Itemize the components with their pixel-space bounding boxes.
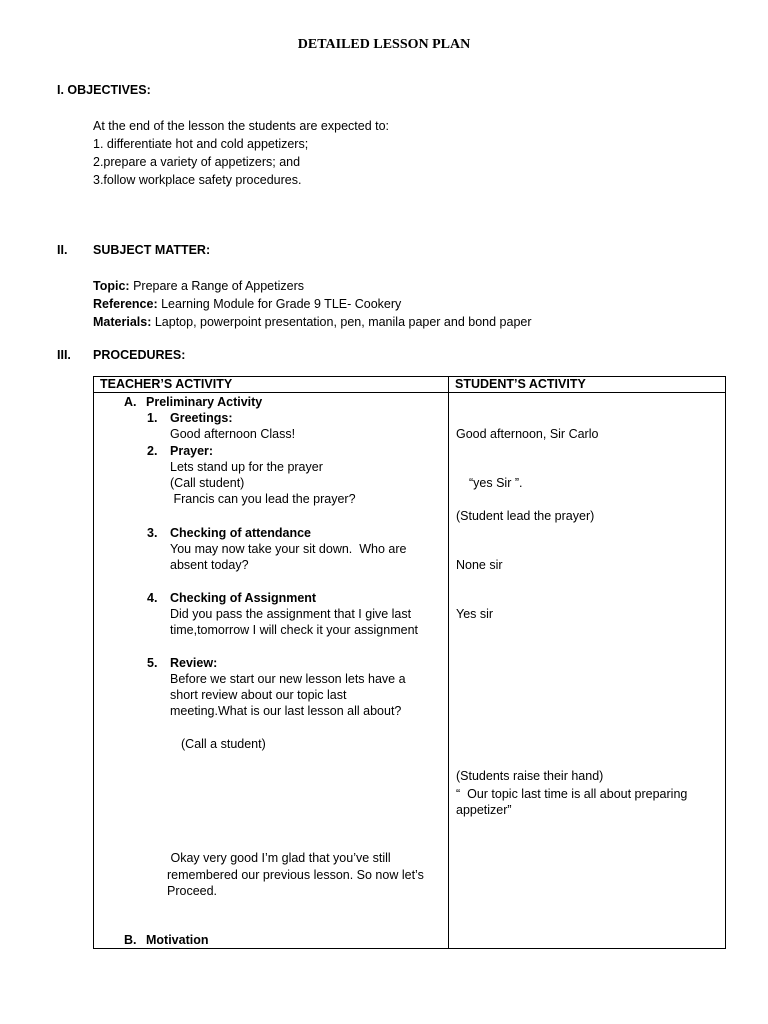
section-b-label: Motivation [146, 933, 209, 947]
table-header-row [94, 377, 726, 393]
section-b-letter: B. [124, 933, 137, 947]
prayer-line: (Call student) [170, 476, 245, 490]
student-yes-sir: “yes Sir ”. [469, 476, 523, 490]
objective-item: 1. differentiate hot and cold appetizers; [93, 137, 309, 151]
closing-line: Okay very good I’m glad that you’ve still [167, 851, 391, 865]
attendance-line: absent today? [170, 558, 249, 572]
review-number: 5. [147, 656, 158, 670]
subject-matter-block [93, 277, 532, 331]
review-heading: Review: [170, 656, 218, 670]
attendance-line: You may now take your sit down. Who are [170, 542, 407, 556]
table-body-row [94, 393, 726, 949]
prayer-heading: Prayer: [170, 444, 214, 458]
greetings-number: 1. [147, 411, 158, 425]
call-student-text: (Call a student) [181, 737, 266, 751]
student-raise-hand: (Students raise their hand) [456, 769, 604, 783]
student-greeting: Good afternoon, Sir Carlo [456, 427, 599, 441]
objective-item: 3.follow workplace safety procedures. [93, 173, 302, 187]
review-line: Before we start our new lesson lets have a [170, 672, 406, 686]
attendance-heading: Checking of attendance [170, 526, 311, 540]
greetings-heading: Greetings: [170, 411, 233, 425]
materials-value: Laptop, powerpoint presentation, pen, manila paper and bond paper [154, 315, 532, 329]
reference-label: Reference: [93, 297, 158, 311]
section-a-letter: A. [124, 395, 137, 409]
assignment-line: Did you pass the assignment that I give last [170, 607, 412, 621]
greetings-text: Good afternoon Class! [170, 427, 296, 441]
procedures-table [93, 376, 726, 949]
teacher-activity-header: TEACHER’S ACTIVITY [94, 377, 449, 393]
section-a-label: Preliminary Activity [146, 395, 263, 409]
procedures-heading: PROCEDURES: [93, 348, 186, 362]
review-line: short review about our topic last [170, 688, 347, 702]
objectives-heading: I. OBJECTIVES: [57, 83, 151, 97]
subject-matter-heading: SUBJECT MATTER: [93, 243, 211, 257]
subject-matter-number: II. [57, 243, 68, 257]
student-answer-line: appetizer” [456, 803, 512, 817]
prayer-line: Lets stand up for the prayer [170, 460, 323, 474]
teacher-activity-cell [94, 393, 449, 949]
topic-label: Topic: [93, 279, 130, 293]
attendance-number: 3. [147, 526, 158, 540]
objectives-intro: At the end of the lesson the students are expected to: [93, 119, 390, 133]
reference-value: Learning Module for Grade 9 TLE- Cookery [161, 297, 402, 311]
prayer-number: 2. [147, 444, 158, 458]
student-activity-cell [449, 393, 726, 949]
review-line: meeting.What is our last lesson all about? [170, 704, 402, 718]
closing-line: Proceed. [167, 884, 218, 898]
page-title: DETAILED LESSON PLAN [297, 37, 471, 52]
assignment-number: 4. [147, 591, 158, 605]
topic-line [93, 277, 532, 295]
closing-line: remembered our previous lesson. So now let’s [167, 868, 424, 882]
topic-value: Prepare a Range of Appetizers [133, 279, 305, 293]
assignment-heading: Checking of Assignment [170, 591, 317, 605]
student-activity-header: STUDENT’S ACTIVITY [449, 377, 726, 393]
materials-line [93, 313, 532, 331]
objectives-block [93, 117, 389, 189]
materials-label: Materials: [93, 315, 152, 329]
student-answer-line: “ Our topic last time is all about preparing [456, 787, 688, 801]
student-yes-sir-assignment: Yes sir [456, 607, 494, 621]
student-none-sir: None sir [456, 558, 503, 572]
student-lead-prayer: (Student lead the prayer) [456, 509, 595, 523]
objective-item: 2.prepare a variety of appetizers; and [93, 155, 301, 169]
reference-line [93, 295, 532, 313]
prayer-line: Francis can you lead the prayer? [170, 492, 356, 506]
procedures-number: III. [57, 348, 71, 362]
assignment-line: time,tomorrow I will check it your assignment [170, 623, 418, 637]
